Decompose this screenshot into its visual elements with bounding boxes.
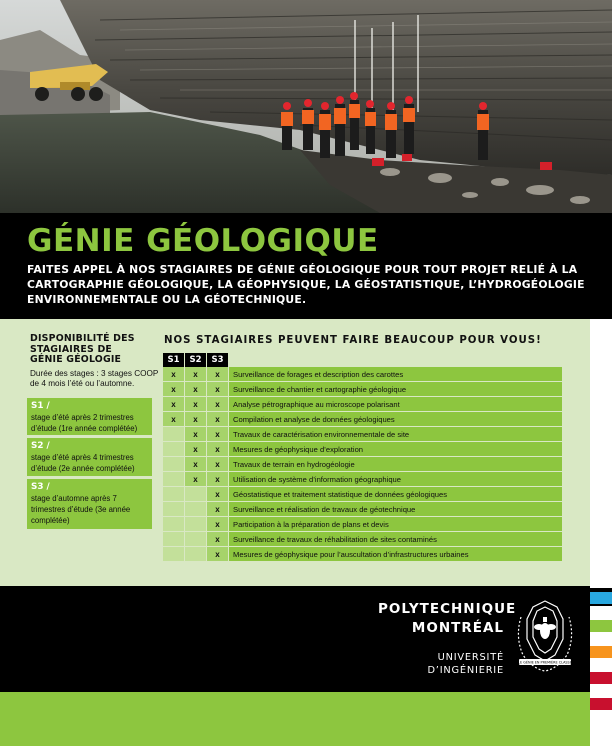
cell-s1 (163, 457, 185, 472)
availability-title: DISPONIBILITÉ DES STAGIAIRES DE GÉNIE GÉOLOGIE (30, 333, 135, 365)
cell-s3: x (207, 487, 229, 502)
cell-s3: x (207, 547, 229, 562)
table-row (163, 472, 563, 487)
brand-name-line2: MONTRÉAL (411, 620, 504, 636)
tagline-line2: D’INGÉNIERIE (427, 665, 504, 676)
polytechnique-seal-icon (511, 597, 579, 677)
cell-s1 (163, 487, 185, 502)
cell-s2: x (185, 457, 207, 472)
page-title: GÉNIE GÉOLOGIQUE (27, 223, 379, 259)
cell-activity: Surveillance de chantier et cartographie géologique (229, 382, 563, 397)
cell-s1: x (163, 412, 185, 427)
cell-s1 (163, 427, 185, 442)
cell-s2 (185, 502, 207, 517)
column-header-activity (229, 353, 563, 367)
cell-s2: x (185, 367, 207, 382)
cell-activity: Participation à la préparation de plans et devis (229, 517, 563, 532)
cell-activity: Travaux de caractérisation environnementale de site (229, 427, 563, 442)
cell-activity: Analyse pétrographique au microscope polarisant (229, 397, 563, 412)
session-box-s1 (27, 398, 152, 435)
quarry-scene (0, 0, 612, 213)
cell-s2 (185, 517, 207, 532)
table-row (163, 517, 563, 532)
session-description: stage d’été après 4 trimestres d’étude (2e année complétée) (31, 453, 135, 473)
tagline-line1: UNIVERSITÉ (437, 652, 504, 663)
table-row (163, 457, 563, 472)
table-row (163, 367, 563, 382)
cell-s3: x (207, 532, 229, 547)
intro-paragraph: FAITES APPEL À NOS STAGIAIRES DE GÉNIE GÉOLOGIQUE POUR TOUT PROJET RELIÉ À LA CARTOGRAPHIE GÉOLOGIQUE, LA GÉOPHYSIQUE, LA GÉOSTATISTIQUE, L’HYDROGÉOLOGIE ENVIRONNEMENTALE OU LA GÉOTECHNIQUE. (27, 263, 585, 306)
edge-tab-blue (590, 592, 612, 604)
table-header-row (163, 353, 563, 367)
edge-tab-red (590, 672, 612, 684)
cell-s2: x (185, 382, 207, 397)
session-code: S3 / (31, 482, 50, 492)
cell-s3: x (207, 397, 229, 412)
cell-s2: x (185, 427, 207, 442)
cell-s1 (163, 547, 185, 562)
column-header-s3: S3 (207, 353, 229, 367)
cell-s2 (185, 487, 207, 502)
cell-s2: x (185, 472, 207, 487)
cell-s1 (163, 517, 185, 532)
cell-s2: x (185, 442, 207, 457)
edge-tab-bottom (590, 724, 612, 746)
table-row (163, 487, 563, 502)
table-row (163, 442, 563, 457)
cell-activity: Surveillance de forages et description des carottes (229, 367, 563, 382)
cell-s2: x (185, 412, 207, 427)
cell-activity: Travaux de terrain en hydrogéologie (229, 457, 563, 472)
seal-motto: LE GÉNIE EN PREMIÈRE CLASSE (518, 660, 572, 665)
cell-activity: Surveillance de travaux de réhabilitation de sites contaminés (229, 532, 563, 547)
cell-activity: Compilation et analyse de données géologiques (229, 412, 563, 427)
cell-s3: x (207, 382, 229, 397)
cell-s3: x (207, 367, 229, 382)
cell-s1 (163, 502, 185, 517)
cell-s3: x (207, 442, 229, 457)
cell-s3: x (207, 517, 229, 532)
cell-s1: x (163, 382, 185, 397)
session-code: S2 / (31, 441, 50, 451)
edge-tab-green (590, 620, 612, 632)
table-row (163, 397, 563, 412)
brand-name-line1: POLYTECHNIQUE (378, 601, 517, 617)
cell-activity: Surveillance et réalisation de travaux de géotechnique (229, 502, 563, 517)
cell-s1: x (163, 367, 185, 382)
cell-s2 (185, 547, 207, 562)
cell-s3: x (207, 427, 229, 442)
table-row (163, 382, 563, 397)
availability-duration: Durée des stages : 3 stages COOP de 4 mois l’été ou l’automne. (30, 369, 159, 388)
cell-s3: x (207, 457, 229, 472)
cell-s3: x (207, 472, 229, 487)
cell-s3: x (207, 502, 229, 517)
column-header-s2: S2 (185, 353, 207, 367)
session-description: stage d’automne après 7 trimestres d’étude (3e année complétée) (31, 494, 131, 525)
table-row (163, 502, 563, 517)
cell-s1 (163, 472, 185, 487)
session-box-s2 (27, 438, 152, 476)
bottom-band (0, 692, 590, 746)
edge-tab-gap (590, 606, 612, 620)
table-row (163, 547, 563, 562)
session-code: S1 / (31, 401, 50, 411)
cell-s1: x (163, 397, 185, 412)
session-description: stage d’été après 2 trimestres d’étude (1re année complétée) (31, 413, 138, 433)
edge-tab-red-2 (590, 698, 612, 710)
edge-tab-orange (590, 646, 612, 658)
cell-activity: Géostatistique et traitement statistique de données géologiques (229, 487, 563, 502)
internship-tasks-table (163, 353, 563, 562)
cell-s1 (163, 532, 185, 547)
table-row (163, 427, 563, 442)
table-body (163, 367, 563, 562)
cell-activity: Mesures de géophysique pour l’auscultation d’infrastructures urbaines (229, 547, 563, 562)
table-row (163, 532, 563, 547)
cell-activity: Utilisation de système d’information géographique (229, 472, 563, 487)
cell-s2: x (185, 397, 207, 412)
cell-activity: Mesures de géophysique d’exploration (229, 442, 563, 457)
hero-photo (0, 0, 612, 213)
cell-s1 (163, 442, 185, 457)
session-box-s3 (27, 479, 152, 529)
cell-s3: x (207, 412, 229, 427)
cell-s2 (185, 532, 207, 547)
table-row (163, 412, 563, 427)
column-header-s1: S1 (163, 353, 185, 367)
table-title: NOS STAGIAIRES PEUVENT FAIRE BEAUCOUP POUR VOUS! (164, 335, 542, 346)
